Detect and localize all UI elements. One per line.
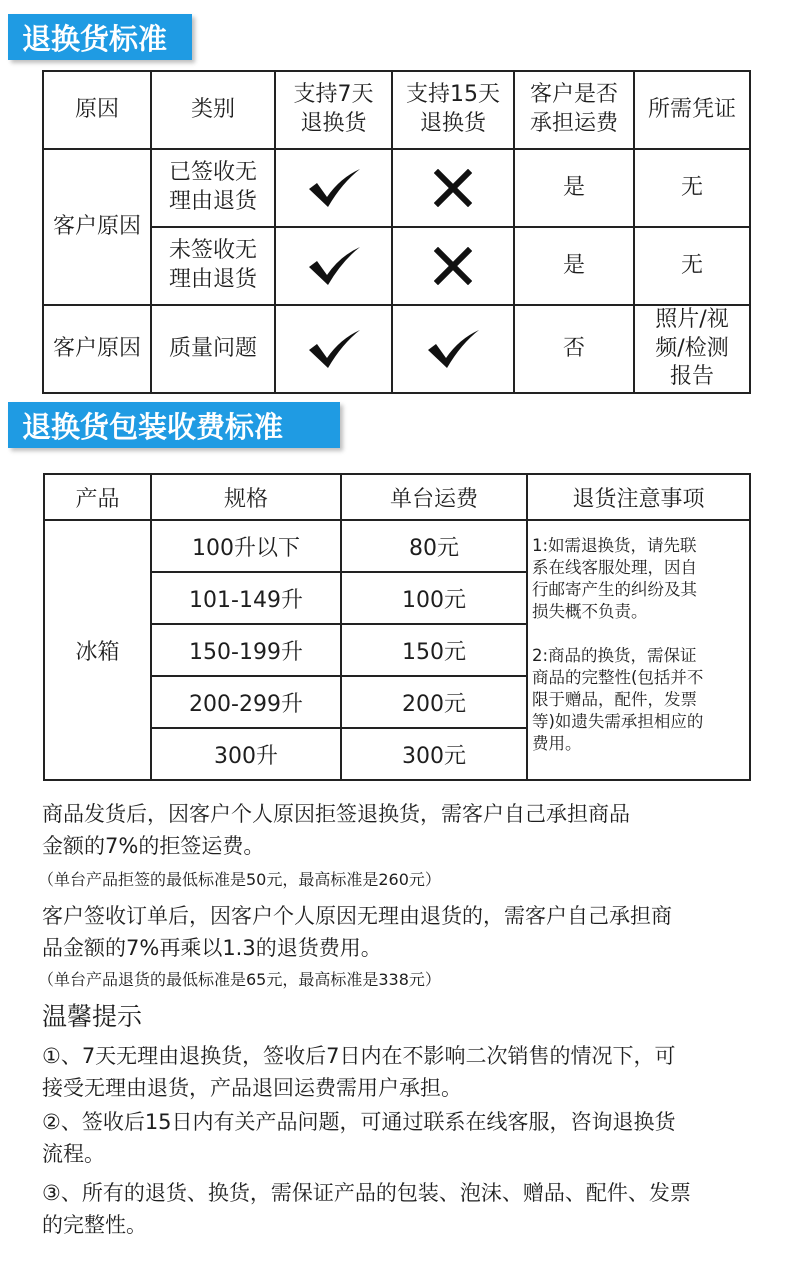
support-15-day-cell — [392, 305, 514, 393]
check-mark-icon — [425, 328, 481, 370]
support-7-day-cell — [275, 305, 392, 393]
spec-cell: 100升以下 — [151, 520, 341, 572]
product-cell: 冰箱 — [44, 520, 151, 780]
header-cell: 支持7天 退换货 — [275, 71, 392, 149]
packaging-fee-title: 退换货包装收费标准 — [22, 409, 284, 444]
refusal-fee-paragraph: 商品发货后，因客户个人原因拒签退换货，需客户自己承担商品 金额的7%的拒签运费。 — [42, 802, 630, 858]
fee-cell: 80元 — [341, 520, 527, 572]
tip-item-2: ②、签收后15日内有关产品问题，可通过联系在线客服，咨询退换货 流程。 — [42, 1110, 676, 1166]
freight-cell: 是 — [514, 227, 634, 305]
category-cell: 未签收无 理由退货 — [151, 227, 275, 305]
header-cell: 客户是否 承担运费 — [514, 71, 634, 149]
support-7-day-cell — [275, 149, 392, 227]
check-mark-icon — [306, 245, 362, 287]
reason-cell: 客户原因 — [43, 305, 151, 393]
header-fee: 单台运费 — [341, 474, 527, 520]
table-row — [43, 305, 750, 393]
fee-cell: 300元 — [341, 728, 527, 780]
header-cell: 类别 — [151, 71, 275, 149]
proof-cell: 照片/视 频/检测 报告 — [634, 305, 750, 393]
return-standard-title: 退换货标准 — [22, 21, 168, 56]
check-mark-icon — [306, 167, 362, 209]
fee-cell: 150元 — [341, 624, 527, 676]
spec-cell: 300升 — [151, 728, 341, 780]
packaging-fee-banner — [8, 402, 340, 448]
support-7-day-cell — [275, 227, 392, 305]
return-standard-banner — [8, 14, 192, 60]
proof-cell: 无 — [634, 227, 750, 305]
category-cell: 质量问题 — [151, 305, 275, 393]
cross-mark-icon — [434, 247, 472, 285]
support-15-day-cell — [392, 227, 514, 305]
table-header-row — [43, 71, 750, 149]
return-note-1: 1:如需退换货，请先联 系在线客服处理，因自 行邮寄产生的纠纷及其 损失概不负责。 — [532, 536, 697, 621]
refusal-fee-limits: （单台产品拒签的最低标准是50元，最高标准是260元） — [38, 870, 441, 889]
spec-cell: 101-149升 — [151, 572, 341, 624]
fee-cell: 100元 — [341, 572, 527, 624]
header-cell: 支持15天 退换货 — [392, 71, 514, 149]
table-row — [44, 520, 750, 572]
tip-item-3: ③、所有的退货、换货，需保证产品的包装、泡沫、赠品、配件、发票 的完整性。 — [42, 1181, 691, 1237]
header-cell: 原因 — [43, 71, 151, 149]
tips-title: 温馨提示 — [42, 1002, 143, 1031]
fee-cell: 200元 — [341, 676, 527, 728]
return-standard-table — [42, 70, 751, 394]
table-row — [43, 149, 750, 227]
header-product: 产品 — [44, 474, 151, 520]
cross-mark-icon — [434, 169, 472, 207]
tip-item-1: ①、7天无理由退换货，签收后7日内在不影响二次销售的情况下，可 接受无理由退货，产品退回运费需用户承担。 — [42, 1044, 676, 1100]
proof-cell: 无 — [634, 149, 750, 227]
notes-cell — [527, 520, 750, 780]
check-mark-icon — [306, 328, 362, 370]
table-header-row — [44, 474, 750, 520]
header-notes: 退货注意事项 — [527, 474, 750, 520]
category-cell: 已签收无 理由退货 — [151, 149, 275, 227]
spec-cell: 150-199升 — [151, 624, 341, 676]
return-fee-limits: （单台产品退货的最低标准是65元，最高标准是338元） — [38, 970, 441, 989]
packaging-fee-table — [43, 473, 751, 781]
reason-cell: 客户原因 — [43, 149, 151, 305]
spec-cell: 200-299升 — [151, 676, 341, 728]
support-15-day-cell — [392, 149, 514, 227]
return-fee-paragraph: 客户签收订单后，因客户个人原因无理由退货的，需客户自己承担商 品金额的7%再乘以1.3的退货费用。 — [42, 904, 672, 960]
header-spec: 规格 — [151, 474, 341, 520]
header-cell: 所需凭证 — [634, 71, 750, 149]
freight-cell: 是 — [514, 149, 634, 227]
freight-cell: 否 — [514, 305, 634, 393]
return-note-2: 2:商品的换货，需保证 商品的完整性(包括并不 限于赠品，配件，发票 等)如遗失需承担相应的 费用。 — [532, 646, 704, 753]
